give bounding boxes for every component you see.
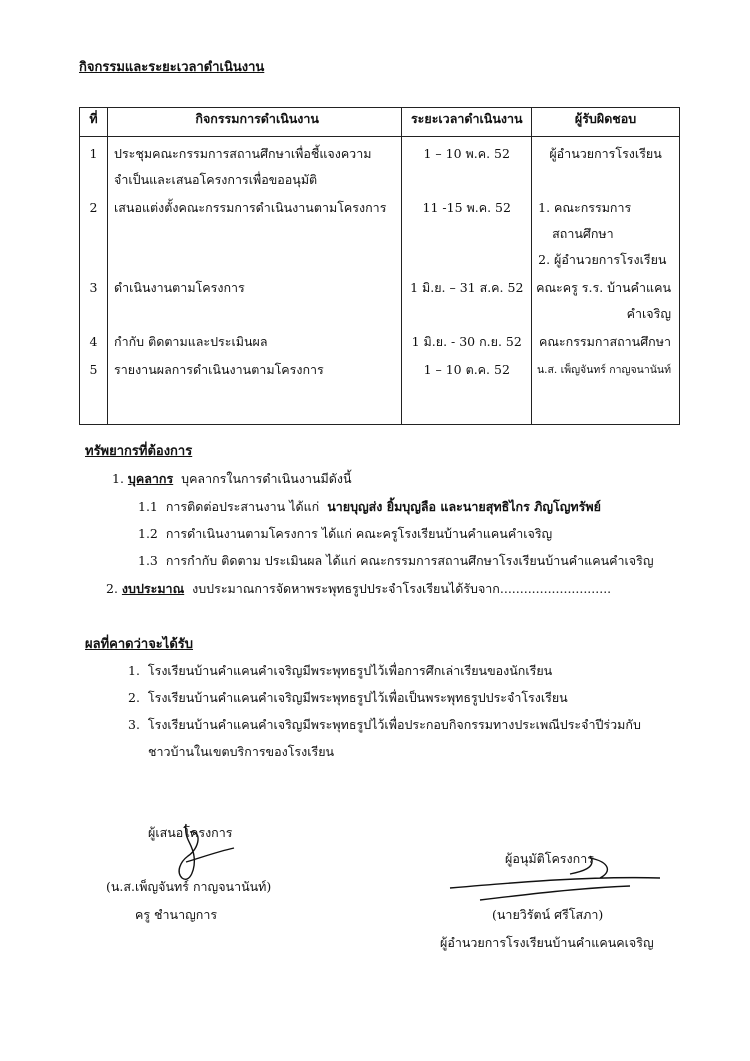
row-responsible: น.ส. เพ็ญจันทร์ กาญจนานันท์ xyxy=(532,356,680,425)
row-activity: ประชุมคณะกรรมการสถานศึกษาเพื่อชี้แจงความ จำเป็นและเสนอโครงการเพื่อขออนุมัติ xyxy=(108,137,402,195)
col-header-responsible: ผู้รับผิดชอบ xyxy=(532,108,680,137)
activity-heading: กิจกรรมและระยะเวลาดำเนินงาน xyxy=(79,60,265,75)
expected-item-1: 1. โรงเรียนบ้านคำแคนคำเจริญมีพระพุทธรูปไว้เพื่อการศึกเล่าเรียนของนักเรียน xyxy=(128,663,553,678)
row-no: 5 xyxy=(80,356,108,425)
proposer-position: ครู ชำนาญการ xyxy=(135,907,218,922)
row-responsible: 1. คณะกรรมการ สถานศึกษา 2. ผู้อำนวยการโรงเรียน xyxy=(532,194,680,274)
row-no: 1 xyxy=(80,137,108,195)
row-period: 1 มิ.ย. - 30 ก.ย. 52 xyxy=(402,328,532,356)
col-header-activity: กิจกรรมการดำเนินงาน xyxy=(108,108,402,137)
col-header-no: ที่ xyxy=(80,108,108,137)
resource-sub-1-3: 1.3 การกำกับ ติดตาม ประเมินผล ได้แก่ คณะกรรมการสถานศึกษาโรงเรียนบ้านคำแคนคำเจริญ xyxy=(138,553,654,568)
row-activity: ดำเนินงานตามโครงการ xyxy=(108,274,402,328)
resource-sub-1-2: 1.2 การดำเนินงานตามโครงการ ได้แก่ คณะครูโรงเรียนบ้านคำแคนคำเจริญ xyxy=(138,526,553,541)
table-row xyxy=(80,328,680,356)
row-period: 1 – 10 ต.ค. 52 xyxy=(402,356,532,425)
table-row xyxy=(80,194,680,274)
row-responsible: คณะครู ร.ร. บ้านคำแคน คำเจริญ xyxy=(532,274,680,328)
row-activity: กำกับ ติดตามและประเมินผล xyxy=(108,328,402,356)
approver-label: ผู้อนุมัติโครงการ xyxy=(505,851,594,866)
resource-item-personnel: 1. บุคลากร บุคลากรในการดำเนินงานมีดังนี้ xyxy=(112,471,352,486)
row-no: 3 xyxy=(80,274,108,328)
resource-sub-1-1: 1.1 การติดต่อประสานงาน ได้แก่ นายบุญส่ง ยิ้มบุญลือ และนายสุทธิไกร ภิญโญทรัพย์ xyxy=(138,499,601,514)
row-activity: รายงานผลการดำเนินงานตามโครงการ xyxy=(108,356,402,425)
expected-item-3-cont: ชาวบ้านในเขตบริการของโรงเรียน xyxy=(148,744,335,759)
row-no: 2 xyxy=(80,194,108,274)
proposer-label: ผู้เสนอโครงการ xyxy=(148,825,233,840)
table-header-row xyxy=(80,108,680,137)
approver-position: ผู้อำนวยการโรงเรียนบ้านคำแคนคเจริญ xyxy=(440,935,654,950)
proposer-name: (น.ส.เพ็ญจันทร์ กาญจนานันท์) xyxy=(106,879,272,894)
row-responsible: คณะกรรมกาสถานศึกษา xyxy=(532,328,680,356)
resource-item-budget: 2. งบประมาณ งบประมาณการจัดหาพระพุทธรูปประจำโรงเรียนได้รับจาก............................ xyxy=(106,581,612,596)
row-period: 1 มิ.ย. – 31 ส.ค. 52 xyxy=(402,274,532,328)
table-row xyxy=(80,137,680,195)
expected-heading: ผลที่คาดว่าจะได้รับ xyxy=(85,637,194,652)
table-row xyxy=(80,356,680,425)
row-period: 11 -15 พ.ค. 52 xyxy=(402,194,532,274)
table-row xyxy=(80,274,680,328)
expected-item-3: 3. โรงเรียนบ้านคำแคนคำเจริญมีพระพุทธรูปไว้เพื่อประกอบกิจกรรมทางประเพณีประจำปีร่วมกับ xyxy=(128,717,641,732)
row-responsible: ผู้อำนวยการโรงเรียน xyxy=(532,137,680,195)
resources-heading: ทรัพยากรที่ต้องการ xyxy=(85,444,193,459)
activity-table xyxy=(79,107,680,425)
col-header-period: ระยะเวลาดำเนินงาน xyxy=(402,108,532,137)
row-activity: เสนอแต่งตั้งคณะกรรมการดำเนินงานตามโครงการ xyxy=(108,194,402,274)
expected-item-2: 2. โรงเรียนบ้านคำแคนคำเจริญมีพระพุทธรูปไว้เพื่อเป็นพระพุทธรูปประจำโรงเรียน xyxy=(128,690,568,705)
row-period: 1 – 10 พ.ค. 52 xyxy=(402,137,532,195)
approver-name: (นายวิรัตน์ ศรีโสภา) xyxy=(492,907,604,922)
row-no: 4 xyxy=(80,328,108,356)
